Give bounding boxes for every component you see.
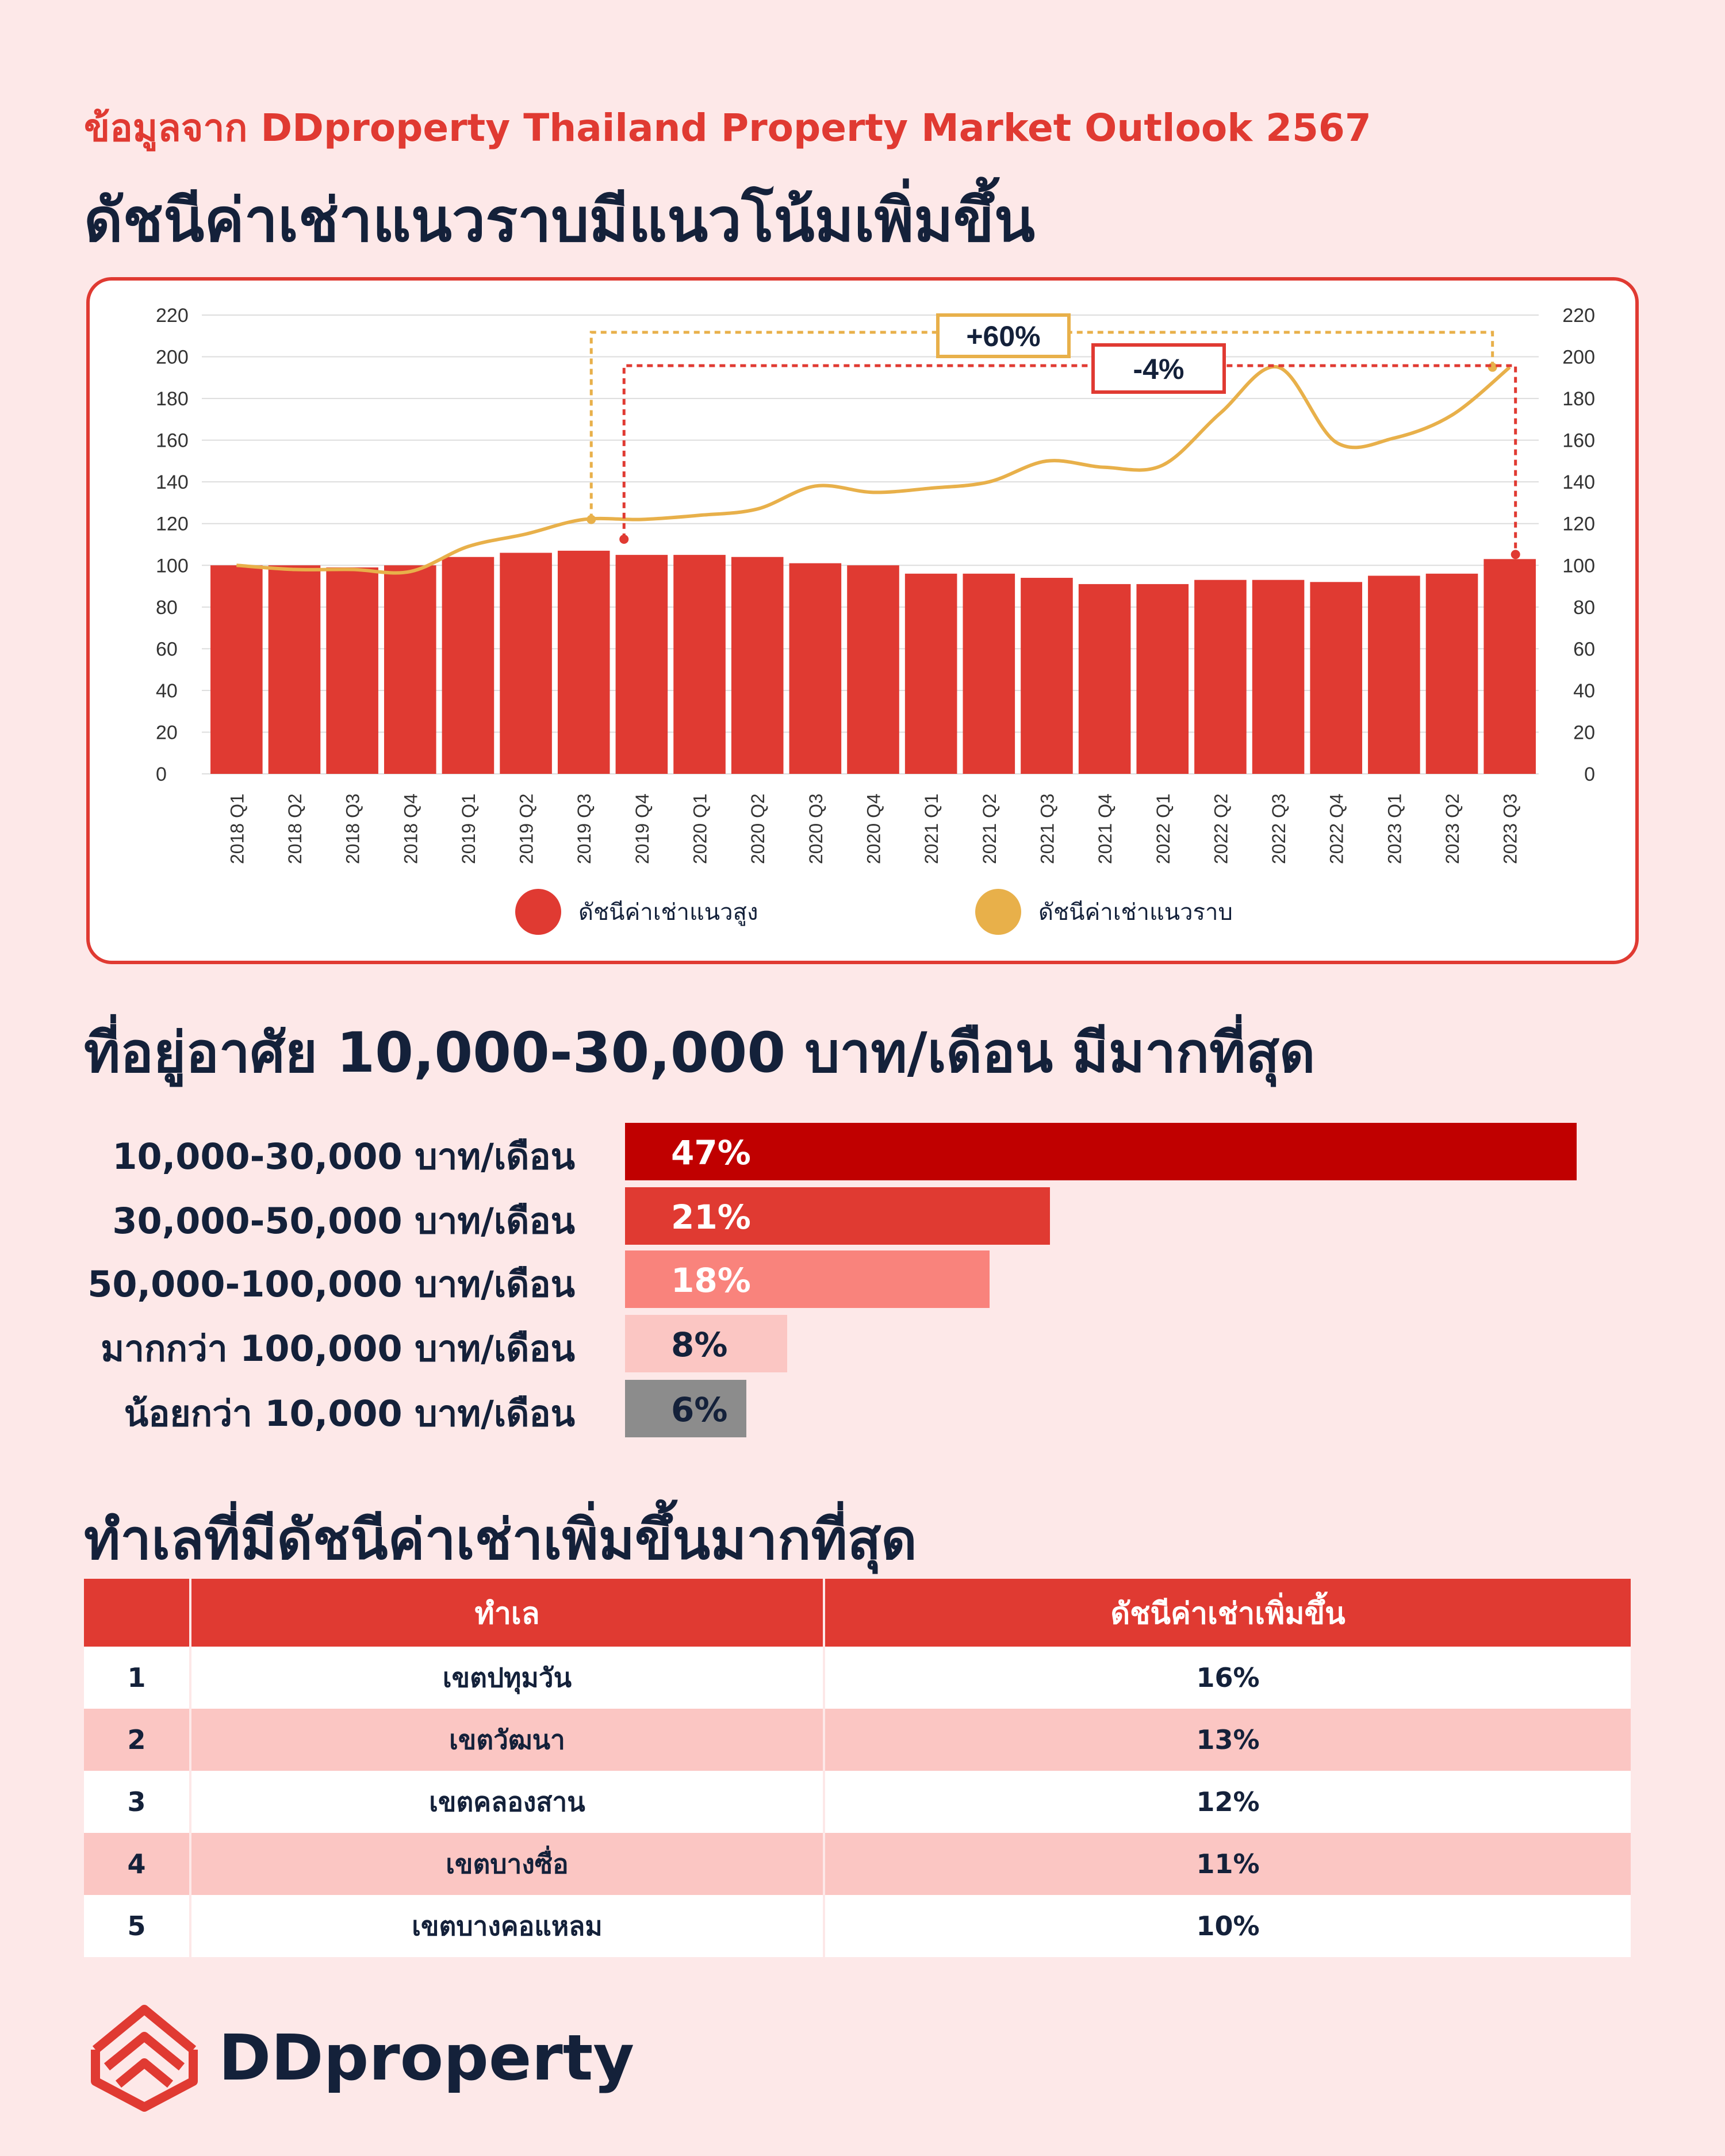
rent-range-row [0, 1380, 1725, 1437]
location-cell: เขตคลองสาน [190, 1771, 824, 1833]
y-tick-label-left: 100 [156, 555, 189, 577]
y-tick-label-right: 200 [1562, 346, 1595, 369]
rank-cell: 4 [84, 1833, 190, 1895]
x-tick-label: 2018 Q3 [342, 793, 363, 864]
location-cell: เขตบางคอแหลม [190, 1895, 824, 1957]
bar-high-rise [442, 557, 494, 774]
rank-cell: 3 [84, 1771, 190, 1833]
page-title: ดัชนีค่าเช่าแนวราบมีแนวโน้มเพิ่มขึ้น [84, 185, 1035, 255]
bar-high-rise [326, 567, 378, 774]
annotation-label: -4% [1133, 353, 1184, 385]
location-cell: เขตบางซื่อ [190, 1833, 824, 1895]
increase-cell: 13% [824, 1709, 1632, 1771]
x-tick-label: 2020 Q3 [805, 793, 826, 864]
bar-high-rise [1136, 584, 1189, 774]
table-row [84, 1647, 1632, 1709]
y-tick-label-left: 180 [156, 388, 189, 411]
bar-high-rise [1079, 584, 1131, 774]
bar-high-rise [616, 555, 668, 774]
y-tick-label-left: 140 [156, 471, 189, 494]
y-tick-label-right: 40 [1573, 680, 1595, 702]
rent-range-label: 10,000-30,000 บาท/เดือน [112, 1135, 575, 1177]
source-line: ข้อมูลจาก DDproperty Thailand Property Market Outlook 2567 [84, 106, 1371, 150]
x-tick-label: 2021 Q2 [979, 793, 1000, 864]
rent-range-label: 30,000-50,000 บาท/เดือน [112, 1200, 575, 1242]
y-tick-label-right: 0 [1584, 764, 1595, 785]
increase-cell: 11% [824, 1833, 1632, 1895]
x-tick-label: 2018 Q1 [227, 793, 248, 864]
rent-range-label: น้อยกว่า 10,000 บาท/เดือน [124, 1392, 575, 1434]
x-tick-label: 2021 Q1 [921, 793, 942, 864]
y-tick-label-left: 40 [156, 680, 178, 702]
increase-cell: 12% [824, 1771, 1632, 1833]
y-tick-label-left: 80 [156, 596, 178, 619]
x-tick-label: 2022 Q4 [1326, 793, 1347, 864]
annotation-marker [586, 515, 596, 524]
legend-marker [975, 889, 1021, 935]
x-tick-label: 2023 Q2 [1442, 793, 1463, 864]
bar-high-rise [789, 563, 842, 774]
y-tick-label-right: 160 [1562, 429, 1595, 452]
y-tick-label-right: 180 [1562, 388, 1595, 411]
y-tick-label-right: 140 [1562, 471, 1595, 494]
x-tick-label: 2023 Q1 [1384, 793, 1405, 864]
rent-range-row [0, 1187, 1725, 1245]
y-tick-label-right: 60 [1573, 638, 1595, 661]
section-title-rent-range: ที่อยู่อาศัย 10,000-30,000 บาท/เดือน มีมากที่สุด [84, 1021, 1316, 1085]
table-row [84, 1833, 1632, 1895]
top-locations-table [84, 1579, 1633, 1957]
x-tick-label: 2019 Q2 [516, 793, 537, 864]
rent-range-bar [625, 1380, 746, 1437]
increase-cell: 16% [824, 1647, 1632, 1709]
y-tick-label-right: 20 [1573, 722, 1595, 744]
rent-range-row [0, 1123, 1725, 1180]
x-tick-label: 2022 Q2 [1210, 793, 1232, 864]
annotation-marker [619, 535, 628, 544]
bar-high-rise [210, 565, 263, 774]
y-tick-label-left: 200 [156, 346, 189, 369]
table-row [84, 1895, 1632, 1957]
x-tick-label: 2021 Q3 [1037, 793, 1058, 864]
legend-marker [515, 889, 561, 935]
location-cell: เขตวัฒนา [190, 1709, 824, 1771]
y-tick-label-left: 120 [156, 513, 189, 535]
bar-high-rise [1483, 559, 1536, 774]
annotation-marker [1488, 363, 1497, 372]
increase-cell: 10% [824, 1895, 1632, 1957]
rent-range-row [0, 1250, 1725, 1308]
y-tick-label-left: 60 [156, 638, 178, 661]
rent-range-label: 50,000-100,000 บาท/เดือน [87, 1263, 575, 1305]
rent-range-value: 21% [671, 1198, 751, 1237]
x-tick-label: 2021 Q4 [1095, 793, 1116, 864]
rent-range-bar [625, 1315, 787, 1372]
y-tick-label-left: 0 [156, 764, 167, 785]
table-header-row [84, 1579, 1632, 1647]
bar-high-rise [1426, 574, 1478, 774]
rent-range-row [0, 1315, 1725, 1372]
annotation-marker [1511, 550, 1520, 559]
bar-high-rise [269, 565, 321, 774]
rent-range-bar [625, 1187, 1050, 1245]
legend-label: ดัชนีค่าเช่าแนวสูง [578, 899, 758, 926]
rent-range-bar [625, 1123, 1577, 1180]
location-cell: เขตปทุมวัน [190, 1647, 824, 1709]
x-tick-label: 2018 Q2 [284, 793, 305, 864]
rent-range-value: 8% [671, 1325, 728, 1364]
table-header-location: ทำเล [190, 1579, 824, 1647]
x-tick-label: 2023 Q3 [1500, 793, 1521, 864]
table-header-rank [84, 1579, 190, 1647]
bar-high-rise [1252, 580, 1305, 774]
annotation-bracket [591, 332, 1492, 519]
x-tick-label: 2019 Q1 [458, 793, 479, 864]
x-tick-label: 2020 Q1 [689, 793, 711, 864]
rank-cell: 5 [84, 1895, 190, 1957]
annotation-bracket [624, 366, 1515, 554]
bar-high-rise [731, 557, 784, 774]
rank-cell: 1 [84, 1647, 190, 1709]
x-tick-label: 2020 Q2 [747, 793, 769, 864]
y-tick-label-left: 160 [156, 429, 189, 452]
x-tick-label: 2019 Q3 [574, 793, 595, 864]
rental-index-chart-card [86, 277, 1639, 964]
x-tick-label: 2018 Q4 [400, 793, 421, 864]
rental-index-chart [90, 281, 1635, 961]
brand-name: DDproperty [218, 2021, 635, 2094]
bar-high-rise [500, 553, 552, 774]
rent-range-label: มากกว่า 100,000 บาท/เดือน [101, 1328, 575, 1369]
annotation-label: +60% [966, 320, 1041, 352]
table-row [84, 1771, 1632, 1833]
bar-high-rise [1368, 576, 1420, 774]
x-tick-label: 2022 Q1 [1152, 793, 1174, 864]
bar-high-rise [1194, 580, 1247, 774]
bar-high-rise [384, 565, 436, 774]
rank-cell: 2 [84, 1709, 190, 1771]
bar-high-rise [558, 551, 610, 774]
y-tick-label-right: 100 [1562, 555, 1595, 577]
line-low-rise [236, 367, 1509, 573]
x-tick-label: 2022 Q3 [1268, 793, 1290, 864]
rent-range-bar [625, 1250, 990, 1308]
y-tick-label-left: 20 [156, 722, 178, 744]
y-tick-label-right: 80 [1573, 596, 1595, 619]
y-tick-label-right: 220 [1562, 305, 1595, 327]
bar-high-rise [1021, 578, 1073, 774]
y-tick-label-left: 220 [156, 305, 189, 327]
x-tick-label: 2020 Q4 [863, 793, 884, 864]
bar-high-rise [905, 574, 957, 774]
rent-range-value: 47% [671, 1133, 751, 1172]
section-title-top-locations: ทำเลที่มีดัชนีค่าเช่าเพิ่มขึ้นมากที่สุด [84, 1507, 917, 1572]
legend-label: ดัชนีค่าเช่าแนวราบ [1038, 899, 1233, 926]
x-tick-label: 2019 Q4 [631, 793, 653, 864]
y-tick-label-right: 120 [1562, 513, 1595, 535]
rent-range-value: 18% [671, 1261, 751, 1300]
table-header-index-increase: ดัชนีค่าเช่าเพิ่มขึ้น [824, 1579, 1632, 1647]
bar-high-rise [673, 555, 726, 774]
table-row [84, 1709, 1632, 1771]
bar-high-rise [847, 565, 899, 774]
bar-high-rise [1310, 582, 1362, 774]
ddproperty-house-logo-icon [84, 1995, 205, 2116]
bar-high-rise [963, 574, 1015, 774]
rent-range-value: 6% [671, 1390, 728, 1429]
